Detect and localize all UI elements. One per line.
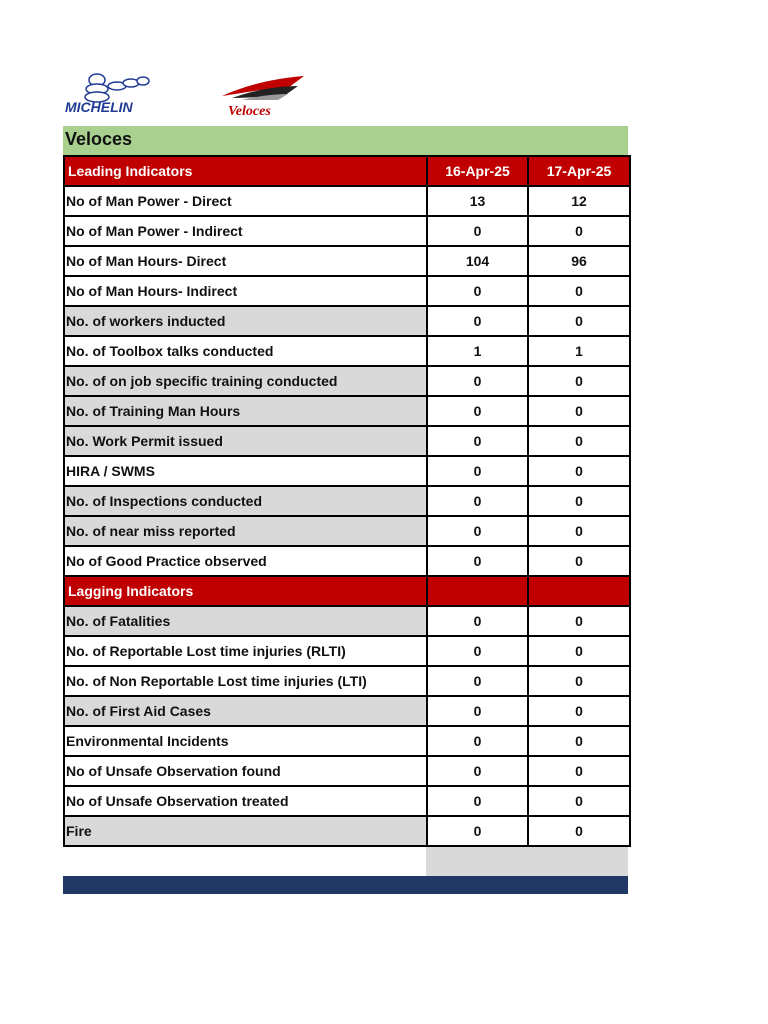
value-day-1: 0 [427,696,528,726]
table-row [64,516,630,546]
veloces-logo [218,74,308,118]
table-row [64,426,630,456]
value-day-2: 0 [528,396,630,426]
value-day-1: 0 [427,516,528,546]
value-day-1: 0 [427,276,528,306]
value-day-1: 0 [427,636,528,666]
table-row [64,336,630,366]
value-day-2: 0 [528,366,630,396]
value-day-2: 0 [528,456,630,486]
table-row [64,366,630,396]
lagging-header-empty-cell [427,576,528,606]
value-day-2: 0 [528,726,630,756]
value-day-2: 0 [528,546,630,576]
lagging-indicators-title: Lagging Indicators [64,576,427,606]
svg-text:Veloces: Veloces [228,104,271,118]
lagging-indicators-header [64,576,630,606]
value-day-2: 1 [528,336,630,366]
value-day-2: 0 [528,786,630,816]
table-row [64,696,630,726]
value-day-2: 0 [528,606,630,636]
indicator-label: No. of Inspections conducted [64,486,427,516]
indicator-label: No. of Toolbox talks conducted [64,336,427,366]
indicator-label: No. of on job specific training conducted [64,366,427,396]
summary-gray-cell [426,847,628,876]
indicator-label: No. Work Permit issued [64,426,427,456]
table-row [64,636,630,666]
value-day-2: 12 [528,186,630,216]
indicator-label: No of Man Power - Direct [64,186,427,216]
indicator-label: No of Man Power - Indirect [64,216,427,246]
value-day-1: 1 [427,336,528,366]
table-row [64,396,630,426]
table-row [64,216,630,246]
indicator-label: No. of Reportable Lost time injuries (RLTI) [64,636,427,666]
value-day-2: 96 [528,246,630,276]
value-day-1: 0 [427,486,528,516]
value-day-2: 0 [528,756,630,786]
value-day-1: 0 [427,816,528,846]
value-day-1: 0 [427,726,528,756]
value-day-1: 0 [427,666,528,696]
indicator-label: No. of near miss reported [64,516,427,546]
leading-indicators-title: Leading Indicators [64,156,427,186]
value-day-2: 0 [528,426,630,456]
table-row [64,816,630,846]
value-day-1: 0 [427,306,528,336]
table-row [64,546,630,576]
value-day-2: 0 [528,636,630,666]
value-day-1: 0 [427,216,528,246]
svg-text:MICHELIN: MICHELIN [65,99,133,115]
table-row [64,666,630,696]
indicator-label: Environmental Incidents [64,726,427,756]
value-day-2: 0 [528,306,630,336]
value-day-1: 0 [427,456,528,486]
table-row [64,486,630,516]
value-day-1: 0 [427,396,528,426]
value-day-1: 104 [427,246,528,276]
logo-area [63,72,363,122]
value-day-2: 0 [528,816,630,846]
section-title-band [63,126,628,155]
table-row [64,306,630,336]
indicator-label: No. of workers inducted [64,306,427,336]
value-day-1: 0 [427,756,528,786]
indicator-label: No. of Non Reportable Lost time injuries (LTI) [64,666,427,696]
indicator-label: Fire [64,816,427,846]
indicator-label: No. of First Aid Cases [64,696,427,726]
value-day-2: 0 [528,696,630,726]
indicator-table [63,155,631,847]
indicator-table-body [64,156,630,846]
indicator-label: No of Unsafe Observation treated [64,786,427,816]
table-row [64,786,630,816]
indicator-label: No of Man Hours- Indirect [64,276,427,306]
value-day-1: 0 [427,426,528,456]
indicator-label: No. of Training Man Hours [64,396,427,426]
value-day-2: 0 [528,666,630,696]
value-day-1: 0 [427,366,528,396]
indicator-label: No of Man Hours- Direct [64,246,427,276]
table-row [64,276,630,306]
table-row [64,186,630,216]
value-day-2: 0 [528,276,630,306]
table-row [64,726,630,756]
indicator-label: HIRA / SWMS [64,456,427,486]
table-row [64,246,630,276]
table-row [64,606,630,636]
michelin-logo [63,72,183,118]
value-day-2: 0 [528,486,630,516]
indicator-label: No of Good Practice observed [64,546,427,576]
lagging-header-empty-cell [528,576,630,606]
value-day-1: 0 [427,546,528,576]
section-title: Veloces [65,129,133,149]
footer-bar [63,876,628,894]
value-day-1: 0 [427,606,528,636]
date-header-2: 17-Apr-25 [528,156,630,186]
indicator-label: No. of Fatalities [64,606,427,636]
value-day-1: 0 [427,786,528,816]
value-day-2: 0 [528,216,630,246]
value-day-2: 0 [528,516,630,546]
value-day-1: 13 [427,186,528,216]
leading-indicators-header [64,156,630,186]
table-row [64,756,630,786]
date-header-1: 16-Apr-25 [427,156,528,186]
indicator-label: No of Unsafe Observation found [64,756,427,786]
table-row [64,456,630,486]
